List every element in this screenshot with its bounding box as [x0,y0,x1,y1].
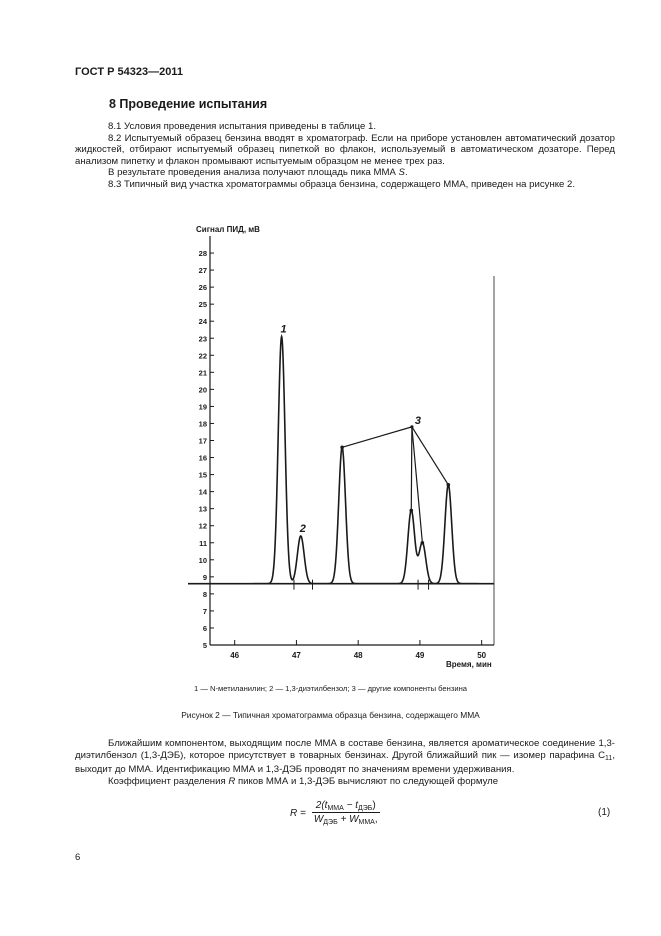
y-tick-label: 11 [199,538,207,548]
y-tick-label: 26 [198,283,207,293]
y-tick-label: 7 [202,606,207,616]
x-tick-label: 49 [415,651,425,660]
figure-caption: Рисунок 2 — Типичная хроматограмма образца бензина, содержащего ММА [181,710,480,720]
y-tick-label: 24 [198,317,207,327]
y-tick-label: 10 [198,555,207,565]
y-tick-label: 18 [198,419,207,429]
y-tick-label: 5 [202,641,207,650]
group-pointer-line [411,427,412,511]
group-pointer-origin [410,425,413,428]
x-tick-label: 46 [230,651,240,660]
group-pointer-line [342,427,412,447]
y-tick-label: 20 [198,385,207,395]
formula-lhs: R = [290,807,306,819]
equation-number: (1) [598,807,611,818]
paragraph-formula-intro: Коэффициент разделения R пиков ММА и 1,3-ДЭБ вычисляют по следующей формуле [108,775,499,787]
y-tick-label: 28 [198,249,207,259]
y-tick-label: 12 [198,521,207,531]
y-tick-label: 17 [198,436,207,446]
y-tick-label: 19 [198,402,207,412]
formula-denominator: $W_{ДЭБ} + W_{ММА}$, [313,814,378,826]
x-tick-label: 48 [353,651,363,660]
y-tick-label: 8 [202,589,207,599]
y-axis-label: Сигнал ПИД, мВ [196,225,260,234]
paragraph-8-1: 8.1 Условия проведения испытания приведены в таблице 1. [108,121,377,132]
paragraph-components: Ближайшим компонентом, выходящим после ММА в составе бензина, является ароматическое соединение 1,3-диэтилбензол (1,3-ДЭБ), которое присутствует в товарных бензинах. Другой ближайший пик — изомер парафина $C_{11}$, выходит до ММА. Идентификацию ММА и 1,3-ДЭБ проводят по значениям времени удерживания. [75,738,615,776]
group-pointer-line [412,427,448,485]
after-paragraphs [75,738,615,787]
y-tick-label: 22 [198,351,207,361]
y-tick-label: 15 [198,470,207,480]
x-axis-label: Время, мин [446,660,492,669]
group-pointer-dot [421,541,425,545]
y-tick-label: 14 [198,487,207,497]
peak-label: 2 [299,522,306,535]
x-tick-label: 50 [477,651,487,660]
y-tick-label: 9 [202,572,207,582]
section-title: 8 Проведение испытания [109,97,268,111]
resolution-formula [290,800,382,826]
standard-header: ГОСТ Р 54323—2011 [75,66,183,78]
y-tick-label: 16 [198,453,207,463]
y-tick-label: 21 [198,368,207,378]
paragraph-8-2: 8.2 Испытуемый образец бензина вводят в хроматограф. Если на приборе установлен автоматический дозатор жидкостей, отбирают испытуемый образец пипеткой во флакон, используемый в автоматическом дозаторе. Перед анализом пипетку и флакон промывают испытуемым образцом не менее трех раз. [75,132,615,167]
paragraph-8-3: 8.3 Типичный вид участка хроматограммы образца бензина, содержащего ММА, приведен на рисунке 2. [108,178,576,190]
y-tick-label: 13 [198,504,207,514]
peak-label: 1 [280,323,287,336]
page-number: 6 [75,852,81,863]
chromatogram-trace [253,337,478,584]
formula-numerator: $2(t_{ММА} - t_{ДЭБ})$ [312,800,380,813]
group-label: 3 [414,414,421,427]
group-pointer-dot [447,483,451,487]
x-tick-label: 47 [291,651,301,660]
y-tick-label: 25 [198,300,207,310]
figure-legend: 1 — N-метиланилин; 2 — 1,3-диэтилбензол; 3 — другие компоненты бензина [194,684,467,693]
group-pointer-dot [340,446,344,450]
paragraph-result: В результате проведения анализа получают площадь пика ММА S. [108,167,408,179]
y-tick-label: 6 [202,623,207,633]
y-tick-label: 23 [198,334,207,344]
y-tick-label: 27 [198,266,207,276]
group-pointer-dot [409,509,413,513]
